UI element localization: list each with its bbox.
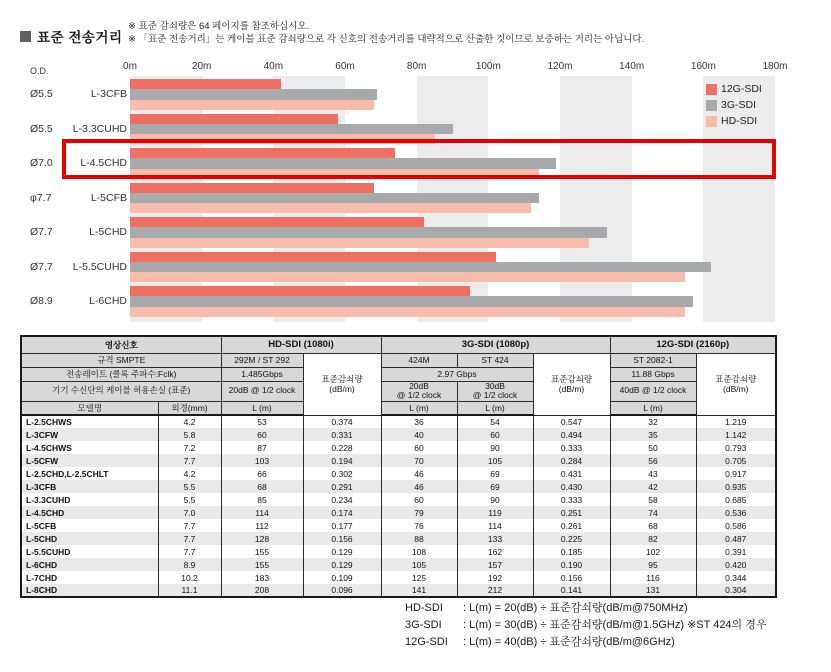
bar-3G-SDI [130, 227, 607, 237]
formula-line [405, 617, 766, 634]
axis-tick-label: 100m [475, 61, 501, 72]
cell-value: 4.2 [158, 467, 221, 480]
note-line-2: ※ 「표준 전송거리」는 케이블 표준 감쇠량으로 각 신호의 전송거리를 대략적으로 산출한 것이므로 보증하는 거리는 아닙니다. [128, 33, 645, 45]
axis-tick-label: 0m [123, 61, 137, 72]
cell-value: 35 [610, 428, 696, 441]
bar-3G-SDI [130, 124, 453, 134]
cell-value: 7.7 [158, 519, 221, 532]
cell-value: 82 [610, 532, 696, 545]
cell-value: 56 [610, 454, 696, 467]
cell-value: 5.5 [158, 480, 221, 493]
axis-tick-label: 160m [690, 61, 716, 72]
g12-att-line2: (dB/m) [723, 384, 749, 394]
cell-value: 114 [457, 519, 533, 532]
cell-value: 68 [221, 480, 303, 493]
header-3g-smpte1: 424M [381, 353, 457, 367]
cell-value: 155 [221, 558, 303, 571]
cell-model: L-8CHD [21, 584, 158, 597]
cell-value: 0.391 [696, 545, 776, 558]
cell-value: 0.430 [533, 480, 610, 493]
cell-value: 5.8 [158, 428, 221, 441]
legend-item-3G-SDI [706, 99, 762, 111]
section-title-row [20, 26, 123, 46]
header-hd-att [303, 353, 381, 415]
cell-value: 157 [457, 558, 533, 571]
bar-HD-SDI [130, 203, 531, 213]
cell-value: 105 [457, 454, 533, 467]
cell-value: 0.374 [303, 415, 381, 428]
distance-formulas [405, 600, 766, 651]
cell-value: 32 [610, 415, 696, 428]
cell-value: 0.333 [533, 493, 610, 506]
cell-value: 0.494 [533, 428, 610, 441]
cell-value: 60 [457, 428, 533, 441]
title-square-icon [20, 31, 31, 42]
bar-group-L-5.5CUHD [130, 252, 775, 283]
formula-text: : L(m) = 30(dB) ÷ 표준감쇠량(dB/m@1.5GHz) ※ST 424의 경우 [463, 619, 767, 631]
cell-value: 0.917 [696, 467, 776, 480]
bar-12G-SDI [130, 286, 470, 296]
legend-label: HD-SDI [721, 115, 758, 127]
cell-value: 70 [381, 454, 457, 467]
cell-value: 7.0 [158, 506, 221, 519]
header-12g-loss: 40dB @ 1/2 clock [610, 381, 696, 401]
cell-model: L-4.5CHWS [21, 441, 158, 454]
cell-model: L-5CFW [21, 454, 158, 467]
header-signal: 영상신호 [21, 336, 221, 353]
axis-tick-label: 180m [762, 61, 788, 72]
header-3g-loss20 [381, 381, 457, 401]
header-3g-lm20: L (m) [381, 401, 457, 415]
cell-value: 0.420 [696, 558, 776, 571]
cell-value: 8.9 [158, 558, 221, 571]
cell-value: 0.291 [303, 480, 381, 493]
axis-tick-label: 80m [406, 61, 427, 72]
header-model: 모델명 [21, 401, 158, 415]
cell-value: 95 [610, 558, 696, 571]
header-12g-smpte: ST 2082-1 [610, 353, 696, 367]
bar-3G-SDI [130, 193, 539, 203]
cell-value: 7.7 [158, 532, 221, 545]
cell-value: 0.156 [303, 532, 381, 545]
legend-label: 12G-SDI [721, 83, 762, 95]
cell-value: 0.177 [303, 519, 381, 532]
legend-swatch-HD-SDI [706, 116, 717, 127]
cell-value: 102 [610, 545, 696, 558]
row-od-label: Ø7.7 [30, 226, 53, 238]
cell-value: 0.156 [533, 571, 610, 584]
header-hd-loss: 20dB @ 1/2 clock [221, 381, 303, 401]
table-row [21, 506, 776, 519]
cell-value: 4.2 [158, 415, 221, 428]
g3-att-line2: (dB/m) [558, 384, 585, 394]
row-model-label: L-6CHD [89, 295, 127, 307]
cell-value: 155 [221, 545, 303, 558]
cell-value: 10.2 [158, 571, 221, 584]
header-3g-title: 3G-SDI (1080p) [381, 336, 610, 353]
axis-tick-label: 20m [191, 61, 212, 72]
bar-12G-SDI [130, 114, 338, 124]
row-od-label: Ø7.0 [30, 157, 53, 169]
cell-value: 0.129 [303, 558, 381, 571]
cell-value: 46 [381, 467, 457, 480]
cell-value: 7.2 [158, 441, 221, 454]
cell-value: 58 [610, 493, 696, 506]
header-3g-att [533, 353, 610, 415]
header-12g-rate: 11.88 Gbps [610, 367, 696, 381]
legend-swatch-12G-SDI [706, 84, 717, 95]
table-row [21, 545, 776, 558]
formula-label: 3G-SDI [405, 619, 442, 631]
cell-value: 66 [221, 467, 303, 480]
legend-swatch-3G-SDI [706, 100, 717, 111]
cell-value: 0.174 [303, 506, 381, 519]
bar-3G-SDI [130, 89, 377, 99]
g3-loss30-line2: @ 1/2 clock [472, 390, 518, 400]
bar-group-L-5CFB [130, 183, 775, 214]
cell-value: 42 [610, 480, 696, 493]
bar-HD-SDI [130, 100, 374, 110]
cell-value: 50 [610, 441, 696, 454]
cell-value: 119 [457, 506, 533, 519]
formula-label: HD-SDI [405, 602, 443, 614]
hd-att-line2: (dB/m) [329, 384, 355, 394]
table-row [21, 584, 776, 597]
table-row [21, 480, 776, 493]
od-column-header: O.D. [30, 66, 49, 76]
row-od-label: Ø5.5 [30, 122, 53, 135]
cell-value: 40 [381, 428, 457, 441]
axis-tick-label: 120m [547, 61, 573, 72]
cell-model: L-5.5CUHD [21, 545, 158, 558]
cell-value: 60 [381, 493, 457, 506]
axis-tick-label: 60m [335, 61, 355, 72]
cell-value: 76 [381, 519, 457, 532]
highlight-box [62, 139, 776, 179]
row-model-label: L-3.3CUHD [72, 122, 127, 135]
cell-value: 0.284 [533, 454, 610, 467]
row-model-label: L-5.5CUHD [72, 260, 127, 273]
formula-label: 12G-SDI [405, 636, 448, 648]
header-hd-rate: 1.485Gbps [221, 367, 303, 381]
cell-value: 69 [457, 480, 533, 493]
cell-value: 105 [381, 558, 457, 571]
cell-value: 208 [221, 584, 303, 597]
cell-value: 7.7 [158, 545, 221, 558]
cell-value: 0.129 [303, 545, 381, 558]
attenuation-table-wrap [20, 335, 777, 598]
cell-value: 69 [457, 467, 533, 480]
table-row [21, 532, 776, 545]
bar-HD-SDI [130, 272, 685, 282]
chart-plot-area [130, 76, 775, 322]
cell-value: 0.185 [533, 545, 610, 558]
cell-value: 0.096 [303, 584, 381, 597]
header-12g-lm: L (m) [610, 401, 696, 415]
cell-model: L-3CFW [21, 428, 158, 441]
cell-value: 0.586 [696, 519, 776, 532]
header-hd-title: HD-SDI (1080i) [221, 336, 381, 353]
row-model-label: L-5CHD [89, 226, 127, 238]
cell-value: 141 [381, 584, 457, 597]
cell-value: 46 [381, 480, 457, 493]
cell-value: 68 [610, 519, 696, 532]
cell-value: 0.344 [696, 571, 776, 584]
cell-value: 36 [381, 415, 457, 428]
bar-HD-SDI [130, 307, 685, 317]
cell-value: 0.536 [696, 506, 776, 519]
hd-att-line1: 표준감쇠량 [321, 374, 363, 384]
bar-group-L-5CHD [130, 217, 775, 248]
cell-value: 0.302 [303, 467, 381, 480]
cell-model: L-4.5CHD [21, 506, 158, 519]
cell-value: 128 [221, 532, 303, 545]
cell-value: 0.261 [533, 519, 610, 532]
g12-att-line1: 표준감쇠량 [715, 374, 757, 384]
header-12g-title: 12G-SDI (2160p) [610, 336, 776, 353]
cell-value: 7.7 [158, 454, 221, 467]
cell-value: 0.793 [696, 441, 776, 454]
cell-value: 0.547 [533, 415, 610, 428]
formula-line [405, 600, 766, 617]
header-3g-rate: 2.97 Gbps [381, 367, 533, 381]
table-row [21, 519, 776, 532]
bar-3G-SDI [130, 262, 711, 272]
cell-value: 0.109 [303, 571, 381, 584]
cell-model: L-6CHD [21, 558, 158, 571]
cell-model: L-5CFB [21, 519, 158, 532]
cell-model: L-2.5CHWS [21, 415, 158, 428]
page-title: 표준 전송거리 [37, 30, 123, 45]
header-3g-smpte2: ST 424 [457, 353, 533, 367]
row-od-label: Ø5.5 [30, 88, 53, 100]
cell-value: 60 [381, 441, 457, 454]
table-row [21, 441, 776, 454]
cell-value: 0.331 [303, 428, 381, 441]
cell-value: 0.234 [303, 493, 381, 506]
cell-value: 0.194 [303, 454, 381, 467]
cell-value: 0.705 [696, 454, 776, 467]
cell-value: 112 [221, 519, 303, 532]
legend-item-12G-SDI [706, 83, 762, 95]
row-model-label: L-3CFB [90, 88, 127, 100]
cell-value: 0.935 [696, 480, 776, 493]
cell-value: 90 [457, 441, 533, 454]
header-hd-lm: L (m) [221, 401, 303, 415]
cell-value: 0.304 [696, 584, 776, 597]
g3-loss30-line1: 30dB [485, 381, 505, 391]
cell-value: 192 [457, 571, 533, 584]
chart-legend [706, 83, 762, 127]
g3-loss20-line1: 20dB [409, 381, 429, 391]
cell-value: 88 [381, 532, 457, 545]
table-row [21, 415, 776, 428]
cell-value: 0.190 [533, 558, 610, 571]
header-od: 외경(mm) [158, 401, 221, 415]
cell-value: 79 [381, 506, 457, 519]
legend-item-HD-SDI [706, 115, 762, 127]
cell-value: 74 [610, 506, 696, 519]
header-3g-loss30 [457, 381, 533, 401]
cell-model: L-2.5CHD,L-2.5CHLT [21, 467, 158, 480]
cell-value: 1.219 [696, 415, 776, 428]
cell-value: 0.141 [533, 584, 610, 597]
cell-value: 54 [457, 415, 533, 428]
cell-value: 43 [610, 467, 696, 480]
cell-value: 114 [221, 506, 303, 519]
attenuation-table [20, 335, 777, 598]
cell-value: 0.685 [696, 493, 776, 506]
bar-12G-SDI [130, 79, 281, 89]
header-3g-lm30: L (m) [457, 401, 533, 415]
cell-value: 212 [457, 584, 533, 597]
cell-value: 1.142 [696, 428, 776, 441]
cell-value: 183 [221, 571, 303, 584]
note-line-1: ※ 표준 감쇠량은 64 페이지를 참조하십시오. [128, 21, 310, 32]
cell-value: 0.225 [533, 532, 610, 545]
cell-value: 53 [221, 415, 303, 428]
bar-group-L-3CFB [130, 79, 775, 110]
formula-text: : L(m) = 20(dB) ÷ 표준감쇠량(dB/m@750MHz) [463, 602, 688, 614]
cell-value: 116 [610, 571, 696, 584]
row-od-label: φ7.7 [30, 191, 52, 204]
cell-value: 11.1 [158, 584, 221, 597]
header-loss: 기기 수신단의 케이블 허용손실 (표준) [21, 381, 221, 401]
cell-value: 133 [457, 532, 533, 545]
g3-loss20-line2: @ 1/2 clock [396, 390, 442, 400]
row-model-label: L-4.5CHD [80, 157, 127, 169]
cell-value: 0.431 [533, 467, 610, 480]
cell-value: 0.251 [533, 506, 610, 519]
cell-value: 162 [457, 545, 533, 558]
notes [128, 21, 644, 46]
axis-tick-label: 40m [263, 61, 284, 72]
header-12g-att [696, 353, 776, 415]
cell-value: 90 [457, 493, 533, 506]
cell-value: 0.487 [696, 532, 776, 545]
g3-att-line1: 표준감쇠량 [550, 374, 593, 384]
cell-value: 0.333 [533, 441, 610, 454]
table-row [21, 493, 776, 506]
axis-tick-label: 140m [619, 61, 645, 72]
cell-model: L-3.3CUHD [21, 493, 158, 506]
table-row [21, 467, 776, 480]
cell-value: 103 [221, 454, 303, 467]
row-model-label: L-5CFB [90, 191, 127, 204]
cell-model: L-3CFB [21, 480, 158, 493]
cell-value: 5.5 [158, 493, 221, 506]
cell-value: 131 [610, 584, 696, 597]
legend-label: 3G-SDI [721, 99, 757, 111]
cell-value: 125 [381, 571, 457, 584]
bar-12G-SDI [130, 217, 424, 227]
formula-line [405, 634, 766, 651]
table-row [21, 558, 776, 571]
table-row [21, 454, 776, 467]
cell-value: 108 [381, 545, 457, 558]
header-rate: 전송레이트 (클록 주파수:Fclk) [21, 367, 221, 381]
bar-12G-SDI [130, 252, 496, 262]
row-od-label: Ø8.9 [30, 295, 53, 307]
cell-model: L-5CHD [21, 532, 158, 545]
header-smpte: 규격 SMPTE [21, 353, 221, 367]
cell-value: 85 [221, 493, 303, 506]
row-od-label: Ø7.7 [30, 260, 53, 273]
table-row [21, 428, 776, 441]
bar-12G-SDI [130, 183, 374, 193]
cell-value: 60 [221, 428, 303, 441]
formula-text: : L(m) = 40(dB) ÷ 표준감쇠량(dB/m@6GHz) [463, 636, 675, 648]
table-row [21, 571, 776, 584]
cell-model: L-7CHD [21, 571, 158, 584]
cell-value: 87 [221, 441, 303, 454]
bar-group-L-6CHD [130, 286, 775, 317]
header-hd-smpte: 292M / ST 292 [221, 353, 303, 367]
bar-HD-SDI [130, 238, 589, 248]
cell-value: 0.228 [303, 441, 381, 454]
bar-3G-SDI [130, 296, 693, 306]
